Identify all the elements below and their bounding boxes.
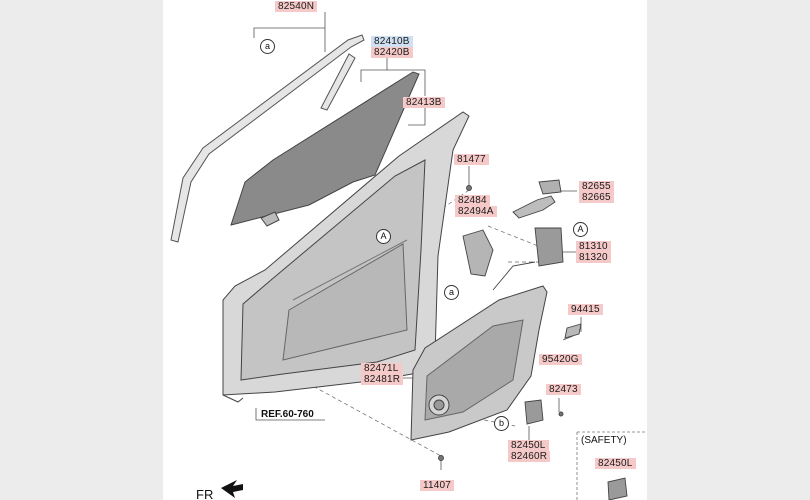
part-label-82481r[interactable]: 82481R bbox=[361, 374, 403, 385]
part-label-82450l[interactable]: 82450L bbox=[508, 440, 549, 451]
safety-note: (SAFETY) bbox=[581, 435, 627, 446]
part-label-81310[interactable]: 81310 bbox=[576, 241, 611, 252]
part-label-82450l-safety[interactable]: 82450L bbox=[595, 458, 636, 469]
part-label-81477[interactable]: 81477 bbox=[454, 154, 489, 165]
part-label-82655[interactable]: 82655 bbox=[579, 181, 614, 192]
callout-a-mid: a bbox=[444, 285, 459, 300]
callout-A-door: A bbox=[376, 229, 391, 244]
part-label-81320[interactable]: 81320 bbox=[576, 252, 611, 263]
part-label-11407[interactable]: 11407 bbox=[420, 480, 454, 491]
part-label-82471l[interactable]: 82471L bbox=[361, 363, 402, 374]
door-latch-part bbox=[535, 228, 563, 266]
part-label-82494a[interactable]: 82494A bbox=[455, 206, 497, 217]
front-arrow-icon bbox=[221, 480, 243, 498]
callout-A-latch: A bbox=[573, 222, 588, 237]
front-direction-label: FR bbox=[196, 487, 214, 500]
callout-a-top: a bbox=[260, 39, 275, 54]
safety-motor-part bbox=[608, 478, 627, 500]
reference-label[interactable]: REF.60-760 bbox=[261, 409, 314, 420]
parts-diagram-canvas bbox=[163, 0, 647, 500]
outside-handle-part bbox=[513, 196, 555, 218]
leader-82413b bbox=[408, 106, 425, 125]
part-label-94415[interactable]: 94415 bbox=[568, 304, 603, 315]
callout-b-regulator: b bbox=[494, 416, 509, 431]
part-label-82473[interactable]: 82473 bbox=[546, 384, 581, 395]
door-exploded-drawing bbox=[163, 0, 647, 500]
leader-82410b bbox=[361, 58, 387, 82]
part-label-82665[interactable]: 82665 bbox=[579, 192, 614, 203]
part-label-82413b[interactable]: 82413B bbox=[403, 97, 445, 108]
check-strap-part bbox=[463, 230, 493, 276]
part-label-82460r[interactable]: 82460R bbox=[508, 451, 550, 462]
part-label-82484[interactable]: 82484 bbox=[455, 195, 490, 206]
part-label-82420b[interactable]: 82420B bbox=[371, 47, 413, 58]
leader-82540n bbox=[254, 12, 325, 38]
part-label-82410b[interactable]: 82410B bbox=[371, 36, 413, 47]
regulator-motor-part bbox=[525, 400, 543, 424]
part-label-95420g[interactable]: 95420G bbox=[539, 354, 582, 365]
part-label-82540n[interactable]: 82540N bbox=[275, 1, 317, 12]
